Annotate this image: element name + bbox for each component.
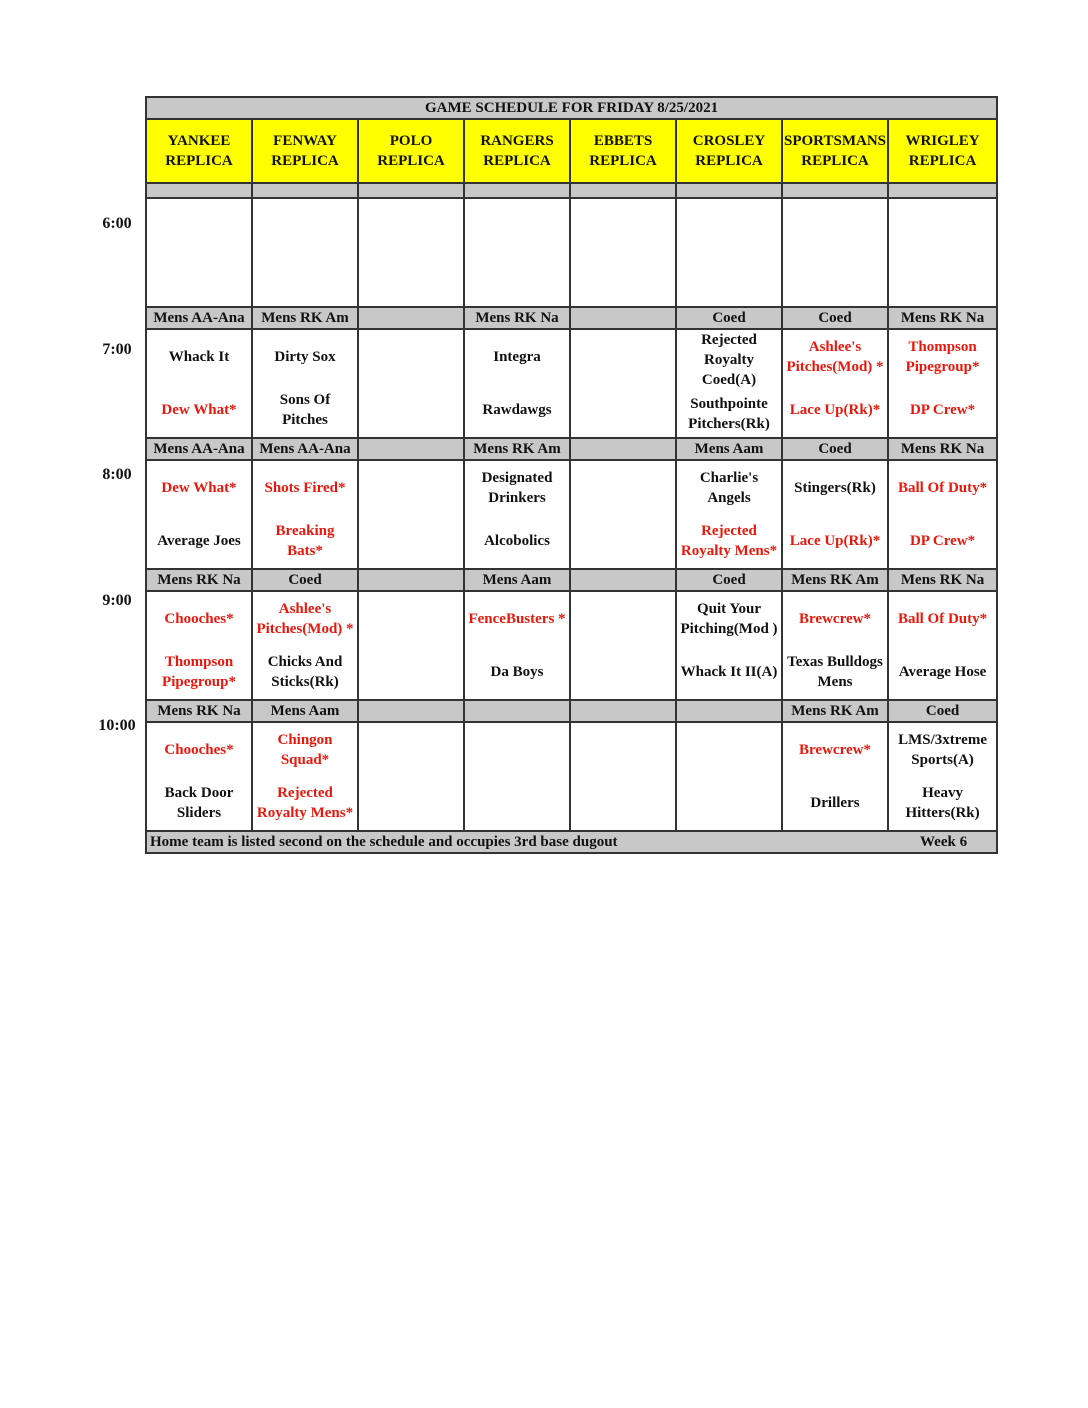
empty-slot-cell	[464, 198, 570, 307]
empty-game-cell	[358, 460, 464, 569]
matchup	[890, 723, 995, 830]
game-cell	[146, 329, 252, 438]
footer-note: Home team is listed second on the schedule and occupies 3rd base dugout	[150, 834, 618, 850]
game-cell	[676, 591, 782, 700]
field-subtitle: REPLICA	[695, 153, 763, 169]
spacer-cell	[676, 183, 782, 198]
field-header-fenway	[252, 119, 358, 183]
empty-slot-cell	[146, 198, 252, 307]
field-name: CROSLEY	[692, 133, 766, 149]
division-label	[464, 700, 570, 722]
away-team: Thompson Pipegroup*	[905, 338, 980, 375]
matchup	[254, 330, 356, 437]
home-team: Sons Of Pitches	[279, 392, 331, 429]
division-row	[146, 700, 997, 722]
matchup	[254, 592, 356, 699]
away-team: Whack It	[168, 348, 230, 365]
home-team: Drillers	[810, 795, 860, 812]
division-label: Mens RK Am	[782, 700, 888, 722]
home-team: DP Crew*	[909, 533, 976, 550]
field-header-ebbets	[570, 119, 676, 183]
schedule-title: GAME SCHEDULE FOR FRIDAY 8/25/2021	[146, 97, 997, 119]
empty-game-cell	[570, 591, 676, 700]
game-row	[146, 591, 997, 700]
away-team: LMS/3xtreme Sports(A)	[898, 731, 987, 768]
matchup	[254, 723, 356, 830]
empty-game-cell	[464, 722, 570, 831]
matchup	[148, 592, 250, 699]
home-team: DP Crew*	[909, 402, 976, 419]
division-label: Mens AA-Ana	[146, 438, 252, 460]
field-header-rangers	[464, 119, 570, 183]
field-header-wrigley	[888, 119, 997, 183]
home-team: Back Door Sliders	[164, 785, 234, 822]
field-name: WRIGLEY	[905, 133, 980, 149]
home-team: Heavy Hitters(Rk)	[905, 785, 980, 822]
division-label: Coed	[888, 700, 997, 722]
division-label	[570, 438, 676, 460]
game-cell	[146, 722, 252, 831]
division-label: Mens Aam	[676, 438, 782, 460]
spacer-cell	[782, 183, 888, 198]
division-label: Mens RK Am	[464, 438, 570, 460]
home-team: Chicks And Sticks(Rk)	[267, 654, 343, 691]
field-subtitle: REPLICA	[908, 153, 977, 169]
empty-game-cell	[570, 460, 676, 569]
footer-row	[146, 831, 997, 853]
game-cell	[252, 329, 358, 438]
game-cell	[464, 329, 570, 438]
game-cell	[888, 460, 997, 569]
field-name: FENWAY	[273, 133, 337, 149]
matchup	[890, 330, 995, 437]
game-cell	[252, 722, 358, 831]
home-team: Lace Up(Rk)*	[789, 533, 881, 550]
away-team: Stingers(Rk)	[794, 479, 876, 496]
time-label: 10:00	[98, 717, 136, 734]
division-label: Coed	[782, 307, 888, 329]
empty-game-cell	[358, 722, 464, 831]
game-row	[146, 722, 997, 831]
field-subtitle: REPLICA	[589, 153, 657, 169]
division-label: Mens RK Am	[782, 569, 888, 591]
empty-game-cell	[570, 329, 676, 438]
division-label: Coed	[782, 438, 888, 460]
division-label: Mens Aam	[464, 569, 570, 591]
field-header-yankee	[146, 119, 252, 183]
field-header-row	[146, 119, 997, 183]
matchup	[784, 723, 886, 830]
field-name: SPORTSMANS	[784, 133, 886, 149]
division-label: Mens AA-Ana	[252, 438, 358, 460]
game-cell	[252, 460, 358, 569]
away-team: Designated Drinkers	[481, 469, 553, 506]
game-row	[146, 329, 997, 438]
home-team: Thompson Pipegroup*	[162, 654, 236, 691]
away-team: Dirty Sox	[274, 348, 336, 365]
time-label: 9:00	[102, 592, 132, 609]
field-subtitle: REPLICA	[377, 153, 445, 169]
field-header-polo	[358, 119, 464, 183]
game-cell	[782, 460, 888, 569]
away-team: Chingon Squad*	[277, 731, 333, 768]
matchup	[784, 330, 886, 437]
away-team: Charlie's Angels	[699, 469, 759, 506]
matchup	[890, 592, 995, 699]
division-label	[570, 569, 676, 591]
division-label	[358, 569, 464, 591]
home-team: Dew What*	[161, 402, 237, 419]
division-label: Mens RK Na	[464, 307, 570, 329]
matchup	[784, 592, 886, 699]
away-team: Shots Fired*	[264, 479, 346, 496]
home-team: Average Hose	[898, 664, 987, 681]
matchup	[466, 461, 568, 568]
empty-slot-cell	[676, 198, 782, 307]
away-team: Ashlee's Pitches(Mod) *	[256, 600, 354, 637]
field-name: POLO	[389, 133, 433, 149]
game-cell	[782, 722, 888, 831]
field-name: YANKEE	[167, 133, 231, 149]
division-label: Mens RK Am	[252, 307, 358, 329]
home-team: Southpointe Pitchers(Rk)	[688, 395, 770, 432]
empty-slot-cell	[252, 198, 358, 307]
game-cell	[676, 329, 782, 438]
game-cell	[464, 460, 570, 569]
division-label	[676, 700, 782, 722]
away-team: Brewcrew*	[799, 610, 871, 627]
matchup	[678, 330, 780, 437]
division-row	[146, 569, 997, 591]
spacer-cell	[146, 183, 252, 198]
home-team: Breaking Bats*	[275, 523, 335, 560]
field-header-sportsmans	[782, 119, 888, 183]
away-team: Rejected Royalty Coed(A)	[701, 332, 757, 388]
division-label: Mens RK Na	[146, 569, 252, 591]
spacer-cell	[888, 183, 997, 198]
away-team: Brewcrew*	[799, 741, 871, 758]
division-label	[358, 438, 464, 460]
matchup	[254, 461, 356, 568]
home-team: Rejected Royalty Mens*	[680, 523, 778, 560]
time-label: 6:00	[102, 215, 132, 232]
field-name: EBBETS	[593, 133, 653, 149]
week-label: Week 6	[920, 834, 968, 850]
game-row	[146, 460, 997, 569]
division-label: Coed	[252, 569, 358, 591]
home-team: Rawdawgs	[482, 402, 552, 419]
division-label	[570, 307, 676, 329]
home-team: Alcobolics	[484, 533, 550, 550]
spacer-cell	[464, 183, 570, 198]
matchup	[678, 461, 780, 568]
schedule-table	[145, 96, 998, 854]
title-row	[146, 97, 997, 119]
game-cell	[676, 460, 782, 569]
game-cell	[146, 460, 252, 569]
home-team: Average Joes	[157, 533, 241, 550]
footer	[146, 831, 997, 853]
division-label	[570, 700, 676, 722]
game-cell	[252, 591, 358, 700]
division-label: Mens RK Na	[888, 307, 997, 329]
division-label: Coed	[676, 307, 782, 329]
field-subtitle: REPLICA	[271, 153, 339, 169]
away-team: Ball Of Duty*	[897, 610, 988, 627]
division-row	[146, 307, 997, 329]
empty-slot-cell	[888, 198, 997, 307]
away-team: Chooches*	[164, 610, 234, 627]
spacer-cell	[358, 183, 464, 198]
header-spacer-row	[146, 183, 997, 198]
division-label: Coed	[676, 569, 782, 591]
away-team: Quit Your Pitching(Mod )	[680, 600, 778, 637]
game-cell	[464, 591, 570, 700]
home-team: Da Boys	[490, 664, 544, 681]
game-cell	[146, 591, 252, 700]
empty-game-cell	[676, 722, 782, 831]
empty-game-cell	[570, 722, 676, 831]
away-team: Ball Of Duty*	[897, 479, 988, 496]
home-team: Texas Bulldogs Mens	[787, 654, 883, 691]
empty-slot-cell	[570, 198, 676, 307]
division-label	[358, 307, 464, 329]
game-cell	[888, 722, 997, 831]
matchup	[466, 592, 568, 699]
division-row	[146, 438, 997, 460]
matchup	[784, 461, 886, 568]
field-subtitle: REPLICA	[165, 153, 233, 169]
field-subtitle: REPLICA	[801, 153, 869, 169]
division-label: Mens RK Na	[888, 569, 997, 591]
division-label: Mens RK Na	[888, 438, 997, 460]
away-team: Integra	[493, 348, 541, 365]
game-cell	[888, 591, 997, 700]
matchup	[890, 461, 995, 568]
spacer-cell	[252, 183, 358, 198]
home-team: Lace Up(Rk)*	[789, 402, 881, 419]
empty-slot-cell	[782, 198, 888, 307]
matchup	[678, 592, 780, 699]
spacer-cell	[570, 183, 676, 198]
field-name: RANGERS	[480, 133, 554, 149]
field-header-crosley	[676, 119, 782, 183]
matchup	[148, 461, 250, 568]
game-cell	[782, 591, 888, 700]
slot-row-empty	[146, 198, 997, 307]
matchup	[466, 330, 568, 437]
time-label: 7:00	[102, 341, 132, 358]
away-team: Ashlee's Pitches(Mod) *	[786, 338, 884, 375]
away-team: FenceBusters *	[468, 610, 566, 627]
division-label	[358, 700, 464, 722]
game-cell	[888, 329, 997, 438]
division-label: Mens Aam	[252, 700, 358, 722]
time-label: 8:00	[102, 466, 132, 483]
home-team: Whack It II(A)	[680, 664, 778, 681]
game-cell	[782, 329, 888, 438]
matchup	[148, 330, 250, 437]
division-label: Mens AA-Ana	[146, 307, 252, 329]
field-subtitle: REPLICA	[483, 153, 551, 169]
home-team: Rejected Royalty Mens*	[256, 785, 354, 822]
division-label: Mens RK Na	[146, 700, 252, 722]
away-team: Dew What*	[161, 479, 237, 496]
matchup	[148, 723, 250, 830]
away-team: Chooches*	[164, 741, 234, 758]
empty-game-cell	[358, 591, 464, 700]
footer-content	[148, 832, 995, 852]
empty-slot-cell	[358, 198, 464, 307]
empty-game-cell	[358, 329, 464, 438]
